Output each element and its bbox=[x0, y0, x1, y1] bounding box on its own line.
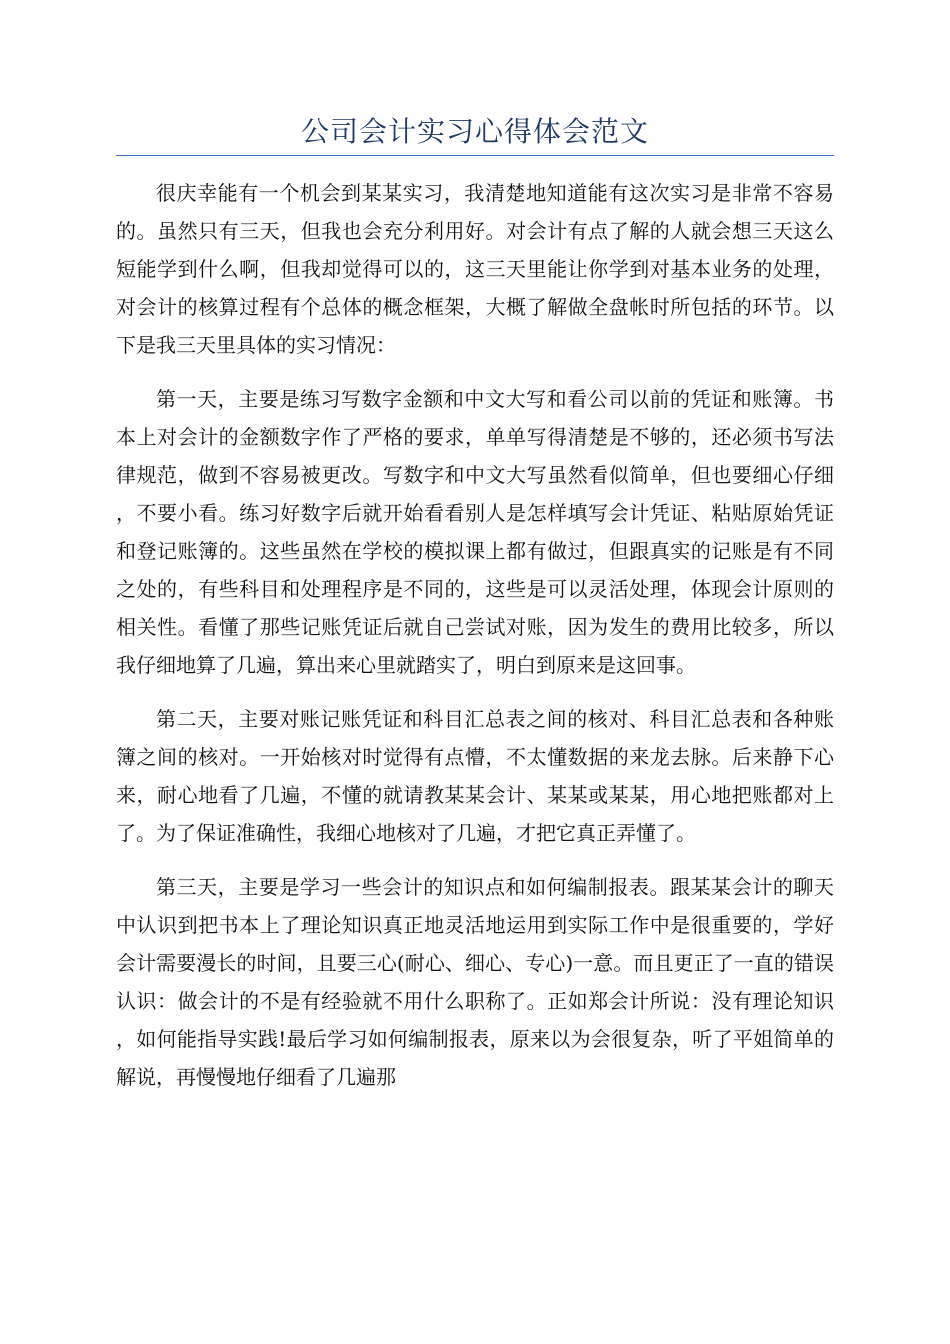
document-title: 公司会计实习心得体会范文 bbox=[300, 115, 649, 148]
paragraph-day-two: 第二天，主要对账记账凭证和科目汇总表之间的核对、科目汇总表和各种账簿之间的核对。一开始核对时觉得有点懵，不太懂数据的来龙去脉。后来静下心来，耐心地看了几遍，不懂的就请教某某会计、某某或某某，用心地把账都对上了。为了保证准确性，我细心地核对了几遍，才把它真正弄懂了。 bbox=[116, 707, 834, 845]
title-underline bbox=[116, 155, 834, 156]
paragraph-intro: 很庆幸能有一个机会到某某实习，我清楚地知道能有这次实习是非常不容易的。虽然只有三天，但我也会充分利用好。对会计有点了解的人就会想三天这么短能学到什么啊，但我却觉得可以的，这三天里能让你学到对基本业务的处理，对会计的核算过程有个总体的概念框架，大概了解做全盘帐时所包括的环节。以下是我三天里具体的实习情况： bbox=[116, 181, 834, 357]
paragraph-day-one: 第一天，主要是练习写数字金额和中文大写和看公司以前的凭证和账簿。书本上对会计的金额数字作了严格的要求，单单写得清楚是不够的，还必须书写法律规范，做到不容易被更改。写数字和中文大写虽然看似简单，但也要细心仔细，不要小看。练习好数字后就开始看看别人是怎样填写会计凭证、粘贴原始凭证和登记账簿的。这些虽然在学校的模拟课上都有做过，但跟真实的记账是有不同之处的，有些科目和处理程序是不同的，这些是可以灵活处理，体现会计原则的相关性。看懂了那些记账凭证后就自己尝试对账，因为发生的费用比较多，所以我仔细地算了几遍，算出来心里就踏实了，明白到原来是这回事。 bbox=[116, 387, 834, 677]
paragraph-day-three: 第三天，主要是学习一些会计的知识点和如何编制报表。跟某某会计的聊天中认识到把书本上了理论知识真正地灵活地运用到实际工作中是很重要的，学好会计需要漫长的时间，且要三心(耐心、细心、专心)一意。而且更正了一直的错误认识：做会计的不是有经验就不用什么职称了。正如郑会计所说：没有理论知识，如何能指导实践!最后学习如何编制报表，原来以为会很复杂，听了平姐简单的解说，再慢慢地仔细看了几遍那 bbox=[116, 875, 834, 1089]
document-body bbox=[116, 174, 834, 1112]
